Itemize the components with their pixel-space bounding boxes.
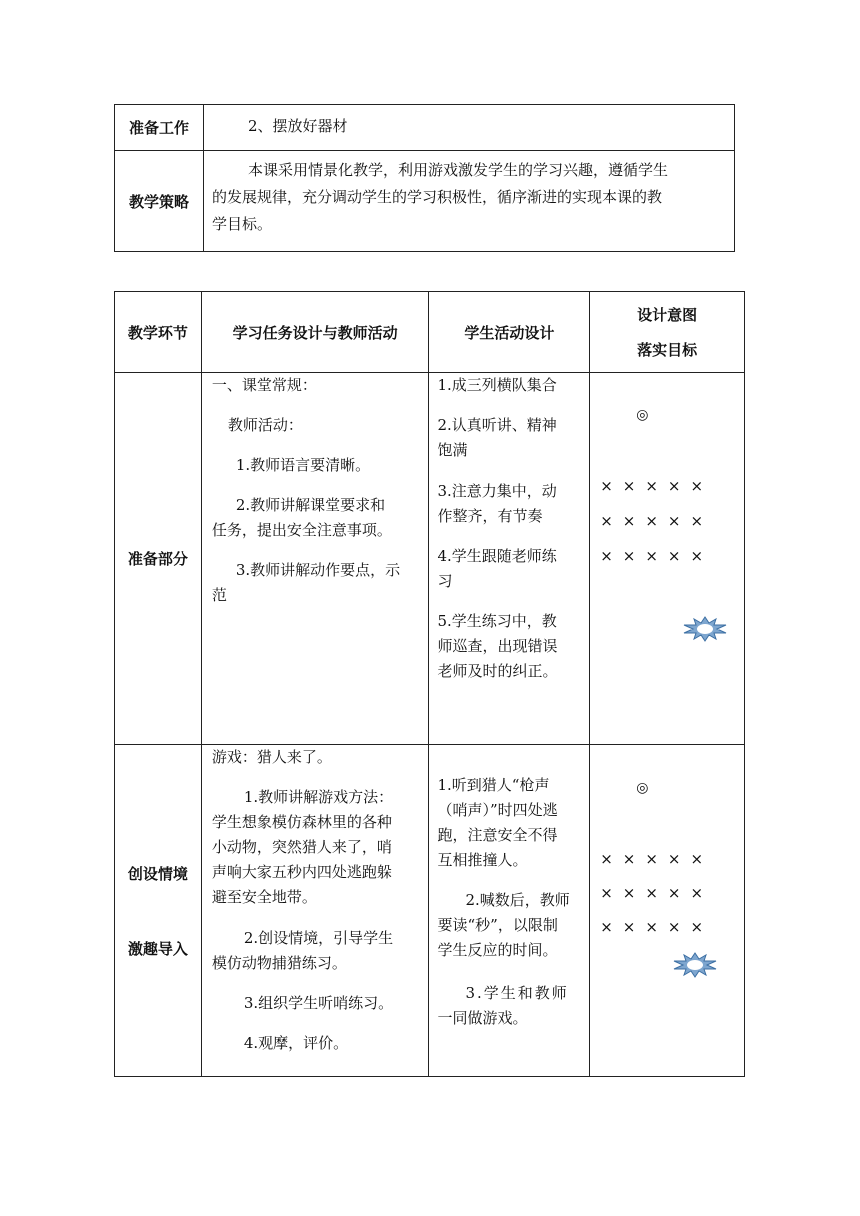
section1-label-text: 准备部分 (127, 550, 188, 568)
student-formation-row: ××××× (600, 850, 714, 868)
header-teacher (201, 292, 429, 373)
header-stage (115, 292, 202, 373)
section1-label (115, 373, 202, 745)
s1-teacher-line: 任务，提出安全注意事项。 (211, 521, 392, 539)
strategy-line-2: 的发展规律，充分调动学生的学习积极性，循序渐进的实现本课的教 (212, 188, 663, 206)
header-student (429, 292, 590, 373)
star-icon (682, 616, 728, 642)
s2-teacher-line: 模仿动物捕猎练习。 (211, 954, 347, 972)
s1-teacher-line: 教师活动： (227, 416, 303, 434)
student-formation-row: ××××× (600, 884, 714, 902)
s1-student-line: 2.认真听讲、精神 (437, 416, 557, 434)
section2-label-line1: 创设情境 (127, 864, 188, 883)
prep-work-text: 2、摆放好器材 (248, 117, 348, 135)
s2-teacher-line: 游戏：猎人来了。 (211, 748, 332, 766)
teacher-position-icon: ◎ (636, 780, 649, 796)
student-formation-row: ××××× (600, 547, 714, 565)
s1-student-line: 饱满 (437, 441, 468, 459)
s1-student-line: 老师及时的纠正。 (437, 662, 558, 680)
s2-student-line: （哨声）”时四处逃 (437, 801, 558, 819)
s1-teacher-line: 3.教师讲解动作要点，示 (235, 561, 401, 579)
strategy-line-3: 学目标。 (212, 215, 273, 233)
student-formation-row: ××××× (600, 477, 714, 495)
prep-work-label (115, 105, 204, 151)
s1-student-line: 3.注意力集中，动 (437, 482, 557, 500)
strategy-label (115, 151, 204, 252)
student-formation-row: ××××× (600, 512, 714, 530)
header-teacher-text: 学习任务设计与教师活动 (232, 323, 398, 342)
s1-teacher-line: 范 (211, 586, 227, 604)
s2-teacher-line: 3.组织学生听哨练习。 (243, 994, 394, 1012)
section1-diagram-cell (590, 373, 745, 745)
header-intent (590, 292, 745, 373)
header-student-text: 学生活动设计 (464, 323, 555, 342)
s2-student-line: 要读“秒”，以限制 (437, 916, 558, 934)
star-icon (672, 952, 718, 978)
s2-teacher-line: 2.创设情境，引导学生 (243, 929, 394, 947)
lesson-plan-table (114, 291, 745, 1077)
header-stage-text: 教学环节 (127, 323, 188, 342)
strategy-line-1: 本课采用情景化教学，利用游戏激发学生的学习兴趣，遵循学生 (248, 161, 669, 179)
s2-student-line: 一同做游戏。 (437, 1009, 528, 1027)
prep-strategy-table (114, 104, 735, 252)
section2-teacher-cell (201, 745, 429, 1077)
s1-teacher-line: 2.教师讲解课堂要求和 (235, 496, 386, 514)
s1-student-line: 习 (437, 572, 453, 590)
s1-student-line: 1.成三列横队集合 (437, 376, 557, 394)
s2-teacher-line: 4.观摩，评价。 (243, 1034, 349, 1052)
section2-student-cell (429, 745, 590, 1077)
s2-teacher-line: 声响大家五秒内四处逃跑躲 (211, 863, 392, 881)
s2-teacher-line: 1.教师讲解游戏方法： (243, 788, 394, 806)
strategy-label-text: 教学策略 (128, 192, 189, 211)
s2-student-line: 跑，注意安全不得 (437, 826, 558, 844)
section1-student-cell (429, 373, 590, 745)
s2-teacher-line: 小动物，突然猎人来了，哨 (211, 838, 392, 856)
s2-teacher-line: 避至安全地带。 (211, 888, 317, 906)
student-formation-row: ××××× (600, 918, 714, 936)
s1-student-line: 4.学生跟随老师练 (437, 547, 557, 565)
s1-student-line: 师巡查，出现错误 (437, 637, 558, 655)
s1-teacher-line: 一、课堂常规： (211, 376, 317, 394)
header-intent-line1: 设计意图 (637, 305, 698, 324)
s1-student-line: 作整齐，有节奏 (437, 507, 543, 525)
s2-student-line: 互相推撞人。 (437, 851, 528, 869)
strategy-cell (204, 151, 735, 252)
s2-student-line: 学生反应的时间。 (437, 941, 558, 959)
s2-student-line: 1.听到猎人“枪声 (437, 776, 550, 794)
s1-teacher-line: 1.教师语言要清晰。 (235, 456, 371, 474)
section1-teacher-cell (201, 373, 429, 745)
section2-label-line2: 激趣导入 (127, 939, 188, 958)
s2-student-line: 2.喊数后，教师 (465, 891, 570, 909)
s1-student-line: 5.学生练习中，教 (437, 612, 557, 630)
section2-diagram-cell (590, 745, 745, 1077)
s2-student-line: 3.学生和教师 (465, 984, 569, 1002)
section2-label (115, 745, 202, 1077)
s2-teacher-line: 学生想象模仿森林里的各种 (211, 813, 392, 831)
prep-work-label-text: 准备工作 (128, 119, 189, 137)
teacher-position-icon: ◎ (636, 407, 649, 423)
header-intent-line2: 落实目标 (637, 340, 698, 359)
prep-work-cell (204, 105, 735, 151)
